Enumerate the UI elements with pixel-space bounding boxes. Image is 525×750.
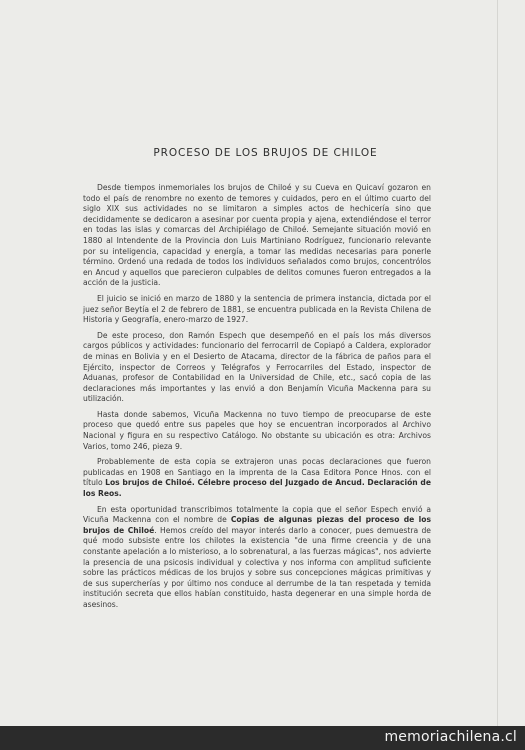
paragraph-6: En esta oportunidad transcribimos totalmente la copia que el señor Espech envió a Vicuña Mackenna con el nombre de Copias de algunas piezas del proceso de los brujos de Chiloé. Hemos creído del mayor interés darlo a conocer, pues demuestra de qué modo subsiste entre los chilotes la existencia "de una firme creencia y de una constante apelación a lo misterioso, a lo sobrenatural, a las fuerzas mágicas", nos advierte la presencia de una psicosis individual y colectiva y nos informa con amplitud suficiente sobre las prácticos médicas de los brujos y sobre sus concepciones mágicas primitivas y de sus supercherías y por último nos conduce al derrumbe de la tan respetada y temida institución secreta que ellos habían constituido, hasta degenerar en una simple horda de asesinos. (83, 504, 431, 609)
page-title: PROCESO DE LOS BRUJOS DE CHILOE (153, 147, 378, 159)
document-body (83, 183, 431, 616)
paragraph-5: Probablemente de esta copia se extrajeron unas pocas declaraciones que fueron publicadas en 1908 en Santiago en la imprenta de la Casa Editora Ponce Hnos. con el título Los brujos de Chiloé. Célebre proceso del Juzgado de Ancud. Declaración de los Reos. (83, 457, 431, 499)
footer-bar (0, 726, 525, 750)
paragraph-3: De este proceso, don Ramón Espech que desempeñó en el país los más diversos cargos públicos y actividades: funcionario del ferrocarril de Copiapó a Caldera, explorador de minas en Bolivia y en el Desierto de Atacama, director de la fábrica de paños para el Ejército, inspector de Correos y Telégrafos y Ferrocarriles del Estado, inspector de Aduanas, profesor de Contabilidad en la Universidad de Chile, etc., sacó copia de las declaraciones más importantes y las envió a don Benjamín Vicuña Mackenna para su utilización. (83, 330, 431, 404)
paragraph-1: Desde tiempos inmemoriales los brujos de Chiloé y su Cueva en Quicaví gozaron en todo el país de renombre no exento de temores y cuidados, pero en el último cuarto del siglo XIX sus actividades no se limitaron a simples actos de hechicería sino que decididamente se dedicaron a asesinar por cuenta propia y ajena, extendiéndose el terror en todas las islas y comarcas del Archipiélago de Chiloé. Semejante situación movió en 1880 al Intendente de la Provincia don Luis Martiniano Rodríguez, funcionario relevante por su inteligencia, capacidad y energía, a tomar las medidas necesarias para ponerle término. Ordenó una redada de todos los individuos señalados como brujos, concentrólos en Ancud y aquellos que parecieron culpables de delitos comunes fueron entregados a la acción de la justicia. (83, 183, 431, 288)
copy-title-bold: Copias de algunas piezas del proceso de los brujos de Chiloé (83, 515, 431, 535)
watermark-text[interactable]: memoriachilena.cl (384, 729, 517, 745)
paragraph-2: El juicio se inició en marzo de 1880 y la sentencia de primera instancia, dictada por el juez señor Beytía el 2 de febrero de 1881, se encuentra publicada en la Revista Chilena de Historia y Geografía, enero-marzo de 1927. (83, 293, 431, 325)
book-title-bold: Los brujos de Chiloé. Célebre proceso del Juzgado de Ancud. Declaración de los Reos. (83, 478, 431, 499)
page-fold (497, 0, 498, 726)
paragraph-4: Hasta donde sabemos, Vicuña Mackenna no tuvo tiempo de preocuparse de este proceso que quedó entre sus papeles que hoy se encuentran incorporados al Archivo Nacional y figura en su respectivo Catálogo. No obstante su ubicación es otra: Archivos Varios, tomo 246, pieza 9. (83, 409, 431, 451)
